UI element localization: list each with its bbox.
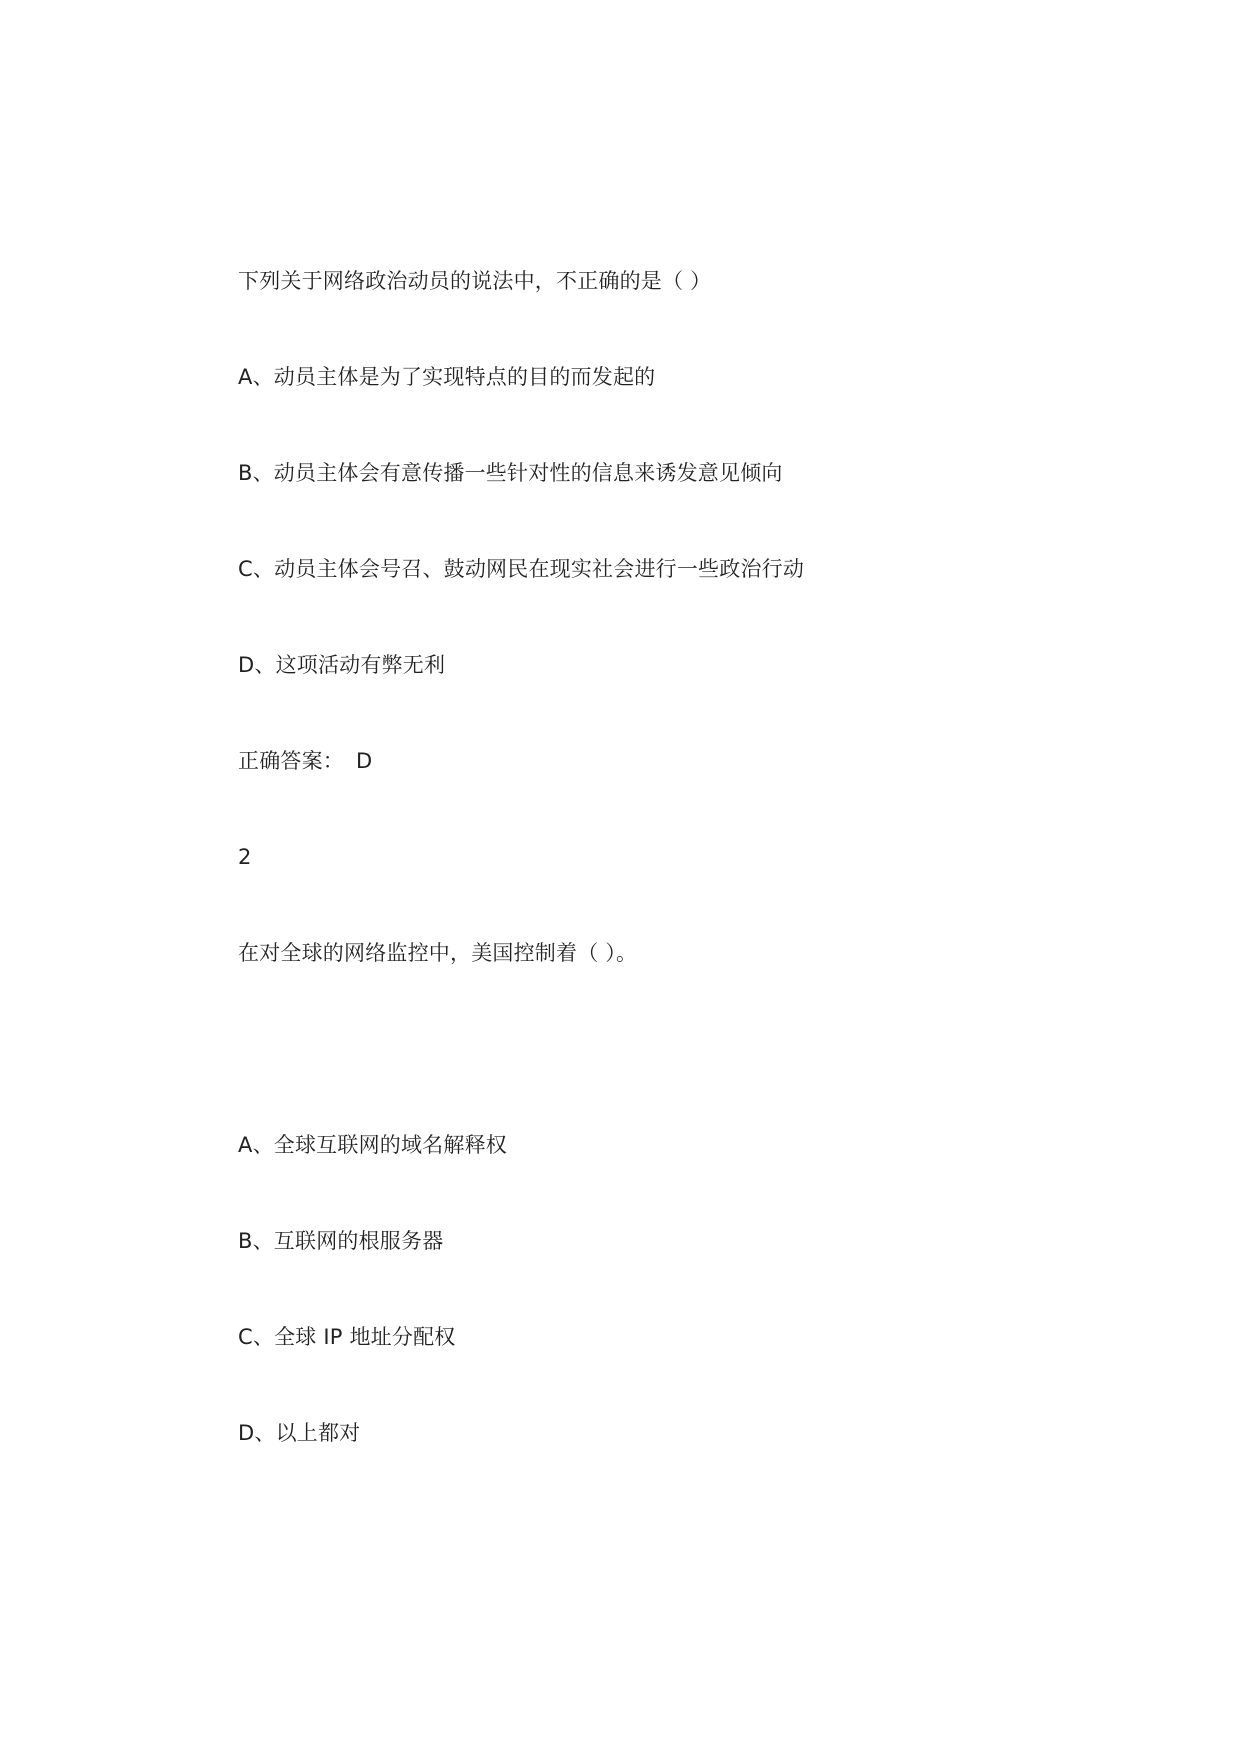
question-1-stem: 下列关于网络政治动员的说法中，不正确的是（ ） <box>238 269 712 293</box>
question-1-option-a: A、动员主体是为了实现特点的目的而发起的 <box>238 365 656 389</box>
question-1-answer <box>238 747 372 775</box>
question-2-option-c: C、全球 IP 地址分配权 <box>238 1325 456 1349</box>
question-2-stem: 在对全球的网络监控中，美国控制着（ ）。 <box>238 941 638 965</box>
question-2-option-a: A、全球互联网的域名解释权 <box>238 1133 507 1157</box>
answer-label: 正确答案： <box>238 749 344 773</box>
question-2-number: 2 <box>238 845 252 869</box>
answer-value: D <box>356 749 373 773</box>
question-2-option-d: D、以上都对 <box>238 1421 361 1445</box>
question-1-option-d: D、这项活动有弊无利 <box>238 653 446 677</box>
question-1-option-c: C、动员主体会号召、鼓动网民在现实社会进行一些政治行动 <box>238 557 805 581</box>
question-2-option-b: B、互联网的根服务器 <box>238 1229 444 1253</box>
question-1-option-b: B、动员主体会有意传播一些针对性的信息来诱发意见倾向 <box>238 461 783 485</box>
